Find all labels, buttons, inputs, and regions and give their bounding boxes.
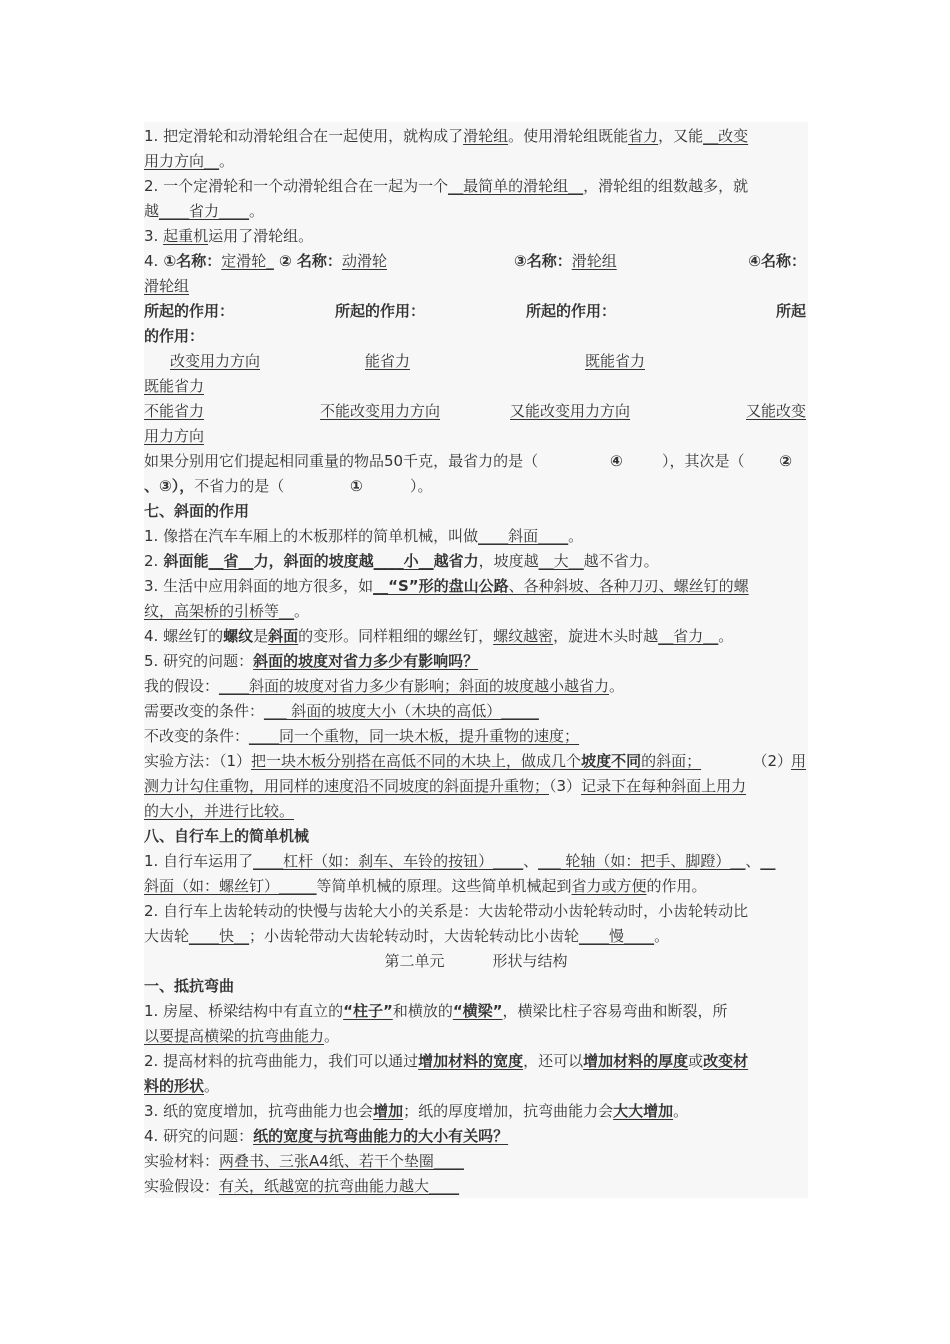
- text-line: 4. ①名称：定滑轮_ ② 名称：动滑轮 ③名称：滑轮组 ④名称：: [144, 252, 806, 270]
- text-line: 2. 提高材料的抗弯曲能力，我们可以通过增加材料的宽度，还可以增加材料的厚度或改变材: [144, 1052, 749, 1070]
- text-line: 实验方法：（1）把一块木板分别搭在高低不同的木块上，做成几个坡度不同的斜面； （2） 用: [144, 752, 806, 770]
- text-line: 既能省力: [144, 377, 205, 395]
- text-line: 用力方向: [144, 427, 205, 445]
- text-line: 4. 螺丝钉的螺纹是斜面的变形。同样粗细的螺丝钉，螺纹越密，旋进木头时越__省力__。: [144, 627, 734, 645]
- text-line: 大齿轮____快__；小齿轮带动大齿轮转动时，大齿轮转动比小齿轮____慢____。: [144, 927, 670, 945]
- text-line: 实验假设：有关，纸越宽的抗弯曲能力越大____: [144, 1177, 460, 1195]
- text-line: 我的假设：____斜面的坡度对省力多少有影响；斜面的坡度越小越省力。: [144, 677, 625, 695]
- text-line: 、③），不省力的是（ ① ）。: [144, 477, 433, 495]
- text-line: 4. 研究的问题：纸的宽度与抗弯曲能力的大小有关吗？: [144, 1127, 509, 1145]
- text-line: 不能省力 不能改变用力方向 又能改变用力方向 又能改变: [144, 402, 806, 420]
- text-line: 1. 把定滑轮和动滑轮组合在一起使用，就构成了滑轮组。使用滑轮组既能省力，又能__改变: [144, 127, 749, 145]
- text-line: 所起的作用： 所起的作用： 所起的作用： 所起: [144, 302, 806, 320]
- text-line: 2. 斜面能__省__力，斜面的坡度越____小__越省力，坡度越__大__越不省力。: [144, 552, 659, 570]
- text-line: 需要改变的条件：___ 斜面的坡度大小（木块的高低）_____: [144, 702, 539, 720]
- text-line: 的作用：: [144, 327, 205, 345]
- text-line: 2. 自行车上齿轮转动的快慢与齿轮大小的关系是：大齿轮带动小齿轮转动时，小齿轮转动比: [144, 902, 749, 920]
- text-line: 测力计勾住重物，用同样的速度沿不同坡度的斜面提升重物；（3）记录下在每种斜面上用力: [144, 777, 747, 795]
- text-line: 3. 生活中应用斜面的地方很多，如__“S”形的盘山公路、各种斜坡、各种刀刃、螺丝钉的螺: [144, 577, 749, 595]
- text-line: 斜面（如：螺丝钉）_____等简单机械的原理。这些简单机械起到省力或方便的作用。: [144, 877, 707, 895]
- text-line: 不改变的条件：____同一个重物，同一块木板，提升重物的速度；: [144, 727, 580, 745]
- text-line: 1. 房屋、桥梁结构中有直立的“柱子”和横放的“横梁”，横梁比柱子容易弯曲和断裂，所: [144, 1002, 728, 1020]
- text-line: 纹，高架桥的引桥等__。: [144, 602, 310, 620]
- text-line: 用力方向__。: [144, 152, 235, 170]
- text-line: 滑轮组: [144, 277, 190, 295]
- text-line: 3. 起重机运用了滑轮组。: [144, 227, 314, 245]
- text-line: 料的形状。: [144, 1077, 220, 1095]
- text-line: 实验材料：两叠书、三张A4纸、若干个垫圈____: [144, 1152, 464, 1170]
- section-heading: 八、自行车上的简单机械: [144, 827, 310, 845]
- text-line: 越____省力____。: [144, 202, 265, 220]
- text-line: 改变用力方向 能省力 既能省力: [170, 352, 646, 370]
- section-heading: 七、斜面的作用: [144, 502, 250, 520]
- text-line: 2. 一个定滑轮和一个动滑轮组合在一起为一个__最简单的滑轮组__，滑轮组的组数越多，就: [144, 177, 749, 195]
- text-line: 3. 纸的宽度增加，抗弯曲能力也会增加；纸的厚度增加，抗弯曲能力会大大增加。: [144, 1102, 689, 1120]
- text-line: 5. 研究的问题：斜面的坡度对省力多少有影响吗？: [144, 652, 479, 670]
- text-line: 的大小，并进行比较。: [144, 802, 295, 820]
- text-line: 以要提高横梁的抗弯曲能力。: [144, 1027, 340, 1045]
- text-line: 1. 像搭在汽车车厢上的木板那样的简单机械，叫做____斜面____。: [144, 527, 584, 545]
- unit-title: 第二单元 形状与结构: [384, 952, 568, 970]
- text-line: 1. 自行车运用了____杠杆（如：刹车、车铃的按钮）____、___ 轮轴（如：把手、脚蹬）__、__: [144, 852, 776, 870]
- section-heading: 一、抵抗弯曲: [144, 977, 235, 995]
- text-line: 如果分别用它们提起相同重量的物品50千克，最省力的是（ ④ ），其次是（ ②: [144, 452, 792, 470]
- document-body: [144, 124, 808, 1199]
